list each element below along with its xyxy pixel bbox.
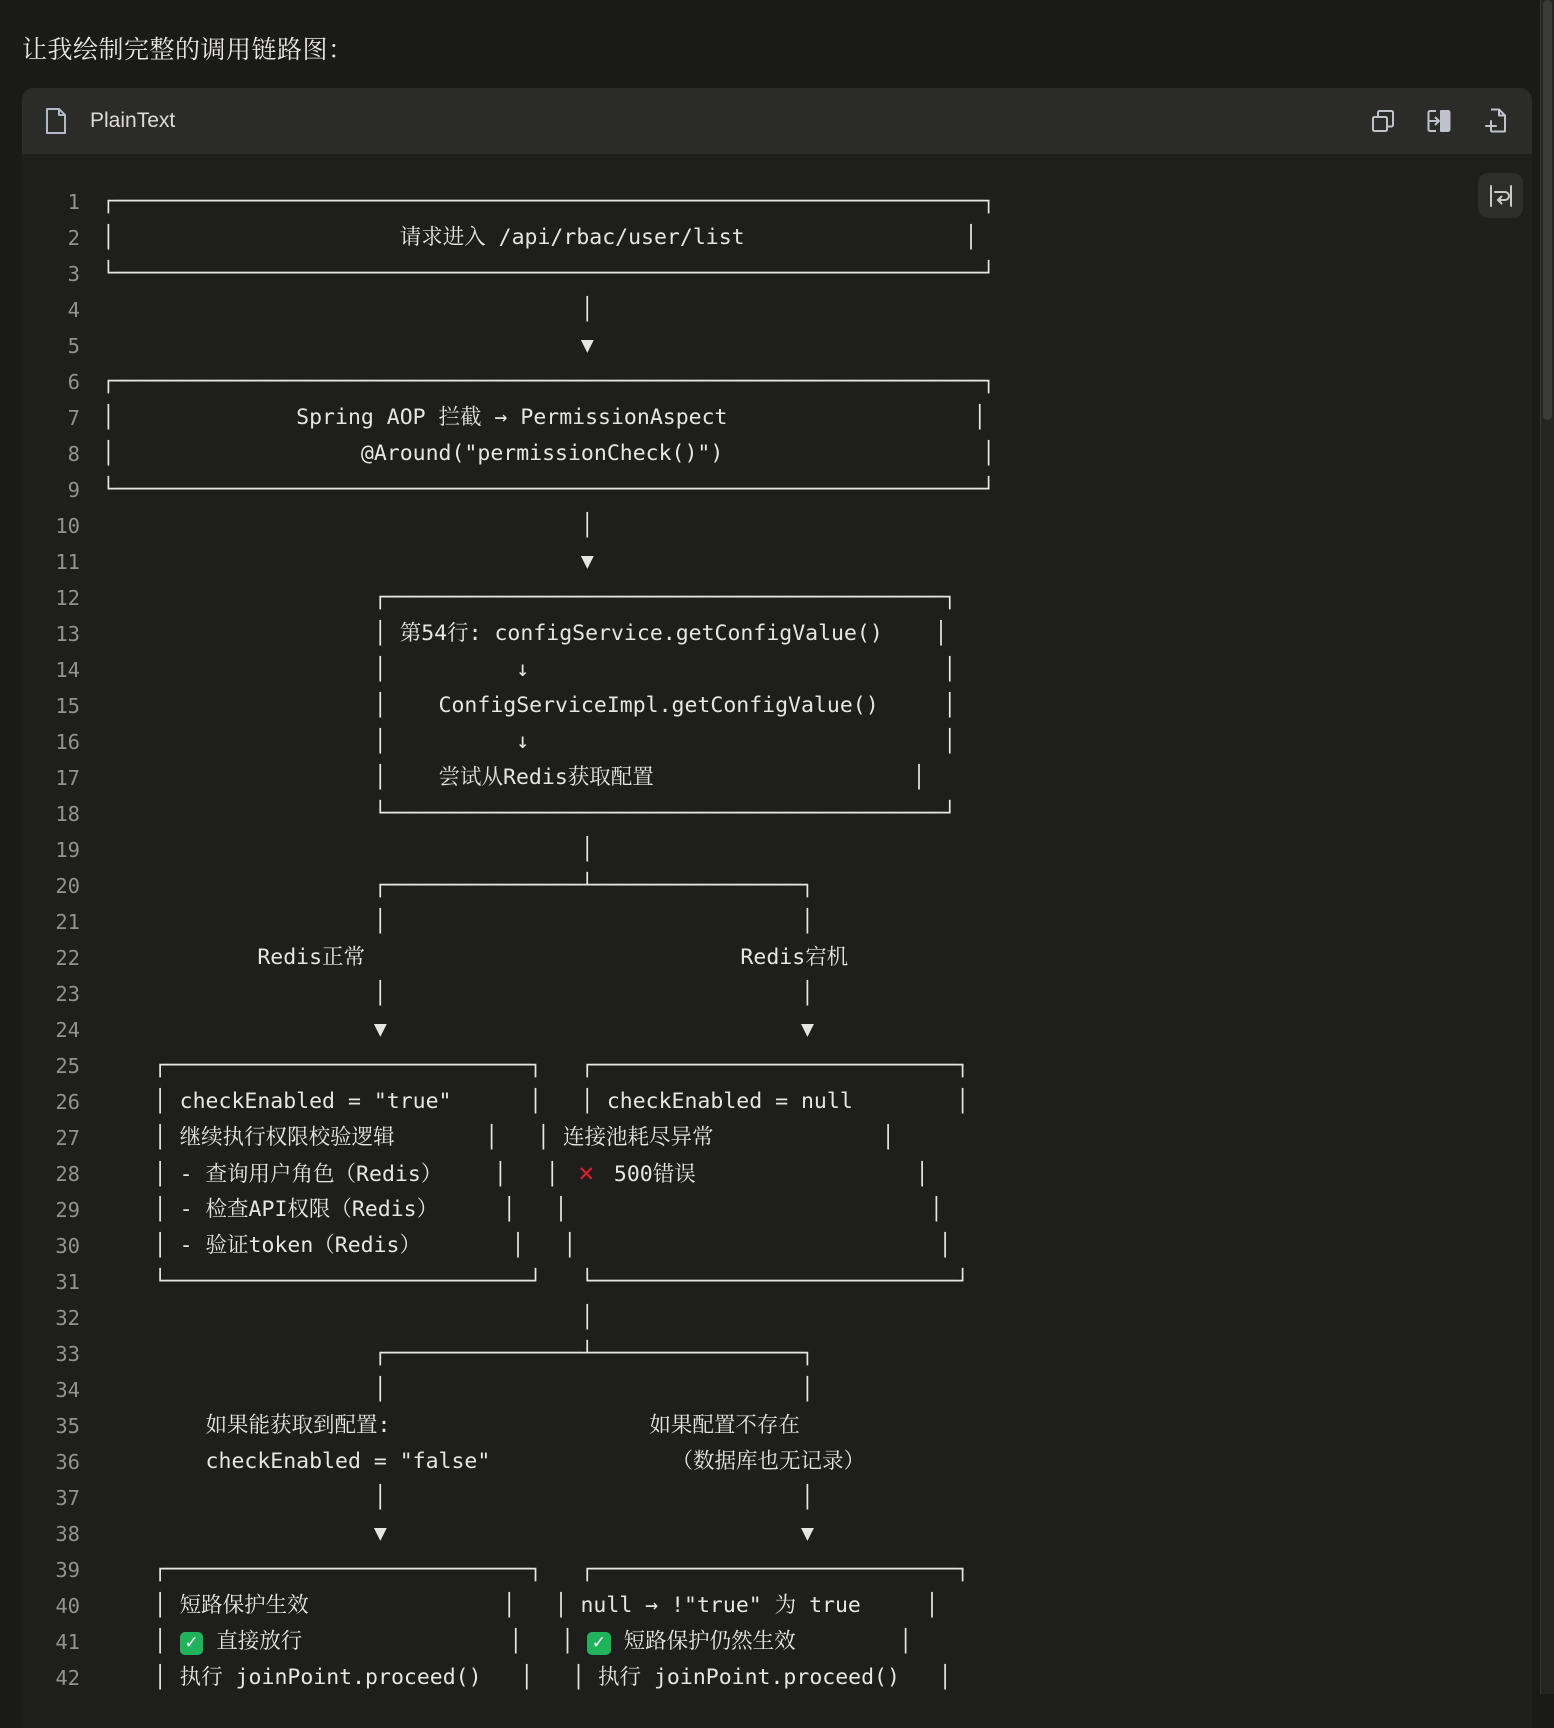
- line-number: 15: [55, 694, 80, 718]
- line-number: 36: [55, 1450, 80, 1474]
- code-line: [22, 544, 1532, 580]
- code-line-text: └───────────────────────────────────────────────────────────────────┘: [102, 477, 996, 502]
- code-line: [22, 508, 1532, 544]
- line-number: 22: [55, 946, 80, 970]
- page-scrollbar-thumb[interactable]: [1543, 0, 1552, 420]
- code-line-text: │ - 验证token（Redis） │ │ │: [102, 1233, 952, 1258]
- copy-button[interactable]: [1368, 106, 1398, 136]
- code-line-text: Redis正常 Redis宕机: [102, 945, 849, 970]
- line-number: 2: [67, 226, 80, 250]
- new-file-button[interactable]: [1480, 106, 1510, 136]
- code-line: [22, 1480, 1532, 1516]
- word-wrap-icon: [1488, 183, 1514, 209]
- check-mark-emoji: ✓: [587, 1632, 611, 1655]
- line-number: 7: [67, 406, 80, 430]
- line-number: 23: [55, 982, 80, 1006]
- code-line-text: checkEnabled = "false" （数据库也无记录）: [102, 1449, 866, 1474]
- code-line: [22, 1048, 1532, 1084]
- line-number: 4: [67, 298, 80, 322]
- code-line-text: │ - 查询用户角色（Redis） │ │ ✕ 500错误 │: [102, 1156, 929, 1192]
- code-line: [22, 1192, 1532, 1228]
- code-line-text: │ 请求进入 /api/rbac/user/list │: [102, 225, 978, 250]
- code-line-text: │ │: [102, 981, 814, 1006]
- line-number: 29: [55, 1198, 80, 1222]
- code-line-text: ┌───────────────────────────────────────────────────────────────────┐: [102, 189, 996, 214]
- code-line-text: │: [102, 297, 594, 322]
- check-mark-emoji: ✓: [180, 1632, 204, 1655]
- line-number: 5: [67, 334, 80, 358]
- line-number: 19: [55, 838, 80, 862]
- line-number: 10: [55, 514, 80, 538]
- code-block: [22, 88, 1532, 1728]
- line-number: 6: [67, 370, 80, 394]
- code-line: [22, 976, 1532, 1012]
- code-line: [22, 868, 1532, 904]
- code-line-text: ┌────────────────────────────┐ ┌────────────────────────────┐: [102, 1053, 970, 1078]
- code-line-text: ┌────────────────────────────┐ ┌────────────────────────────┐: [102, 1557, 970, 1582]
- line-number: 41: [55, 1630, 80, 1654]
- code-line-text: │ ↓ │: [102, 729, 957, 754]
- code-line: [22, 832, 1532, 868]
- wrap-toggle-button[interactable]: [1478, 173, 1523, 218]
- code-line: [22, 1552, 1532, 1588]
- line-number: 31: [55, 1270, 80, 1294]
- code-line: [22, 1156, 1532, 1192]
- code-line-text: │ │: [102, 909, 814, 934]
- code-line: [22, 1444, 1532, 1480]
- code-line: [22, 1084, 1532, 1120]
- code-line: [22, 1372, 1532, 1408]
- line-number: 39: [55, 1558, 80, 1582]
- line-number: 13: [55, 622, 80, 646]
- code-line-text: │ 执行 joinPoint.proceed() │ │ 执行 joinPoint.proceed() │: [102, 1665, 952, 1690]
- line-number: 12: [55, 586, 80, 610]
- code-line-text: │ ConfigServiceImpl.getConfigValue() │: [102, 693, 957, 718]
- insert-into-editor-button[interactable]: [1424, 106, 1454, 136]
- code-line-text: │ 尝试从Redis获取配置 │: [102, 765, 926, 790]
- line-number: 11: [55, 550, 80, 574]
- line-number: 30: [55, 1234, 80, 1258]
- code-line-text: │: [102, 513, 594, 538]
- code-line-text: │ 第54行: configService.getConfigValue() │: [102, 621, 948, 646]
- code-line-text: 如果能获取到配置: 如果配置不存在: [102, 1413, 800, 1438]
- code-line: [22, 328, 1532, 364]
- code-line: [22, 724, 1532, 760]
- code-line-text: │ │: [102, 1377, 814, 1402]
- code-line-text: └────────────────────────────┘ └────────────────────────────┘: [102, 1269, 970, 1294]
- code-line-text: │ @Around("permissionCheck()") │: [102, 441, 996, 466]
- code-line-text: ▼: [102, 549, 594, 574]
- line-number: 38: [55, 1522, 80, 1546]
- code-line: [22, 1336, 1532, 1372]
- code-line: [22, 940, 1532, 976]
- line-number: 24: [55, 1018, 80, 1042]
- code-line: [22, 1660, 1532, 1696]
- line-number: 20: [55, 874, 80, 898]
- code-block-header: [22, 88, 1532, 154]
- code-line-text: └───────────────────────────────────────────┘: [102, 801, 957, 826]
- line-number: 28: [55, 1162, 80, 1186]
- file-icon: [44, 107, 68, 135]
- code-line-text: ┌───────────────────────────────────────────────────────────────────┐: [102, 369, 996, 394]
- code-line-text: │ 继续执行权限校验逻辑 │ │ 连接池耗尽异常 │: [102, 1125, 895, 1150]
- code-line: [22, 220, 1532, 256]
- line-number: 37: [55, 1486, 80, 1510]
- code-line-text: ┌───────────────┴────────────────┐: [102, 1341, 814, 1366]
- code-line-text: │ Spring AOP 拦截 → PermissionAspect │: [102, 405, 987, 430]
- language-label: PlainText: [90, 109, 176, 132]
- code-line: [22, 652, 1532, 688]
- code-line-text: ▼ ▼: [102, 1017, 814, 1042]
- code-line: [22, 616, 1532, 652]
- code-line: [22, 1408, 1532, 1444]
- line-number: 32: [55, 1306, 80, 1330]
- code-line: [22, 580, 1532, 616]
- line-number: 27: [55, 1126, 80, 1150]
- code-lines: [22, 184, 1532, 1696]
- line-number: 26: [55, 1090, 80, 1114]
- code-line-text: │: [102, 1305, 594, 1330]
- code-line: [22, 1516, 1532, 1552]
- code-line-text: ▼: [102, 333, 594, 358]
- code-line-text: │ - 检查API权限（Redis） │ │ │: [102, 1197, 943, 1222]
- code-body: [22, 154, 1532, 1698]
- code-line: [22, 400, 1532, 436]
- line-number: 18: [55, 802, 80, 826]
- line-number: 9: [67, 478, 80, 502]
- code-line: [22, 292, 1532, 328]
- code-line-text: │ ✓ 直接放行 │ │ ✓ 短路保护仍然生效 │: [102, 1629, 913, 1654]
- line-number: 42: [55, 1666, 80, 1690]
- insert-into-editor-icon: [1427, 109, 1451, 133]
- code-line-text: └───────────────────────────────────────────────────────────────────┘: [102, 261, 996, 286]
- code-line: [22, 1228, 1532, 1264]
- line-number: 34: [55, 1378, 80, 1402]
- code-line: [22, 1012, 1532, 1048]
- line-number: 35: [55, 1414, 80, 1438]
- page-scrollbar[interactable]: [1540, 0, 1554, 1694]
- code-line: [22, 1264, 1532, 1300]
- code-line-text: │ │: [102, 1485, 814, 1510]
- code-line-text: │: [102, 837, 594, 862]
- code-line-text: ┌───────────────────────────────────────────┐: [102, 585, 957, 610]
- code-line: [22, 688, 1532, 724]
- intro-text: 让我绘制完整的调用链路图：: [22, 36, 354, 64]
- code-line-text: │ ↓ │: [102, 657, 957, 682]
- line-number: 17: [55, 766, 80, 790]
- line-number: 16: [55, 730, 80, 754]
- code-line-text: ┌───────────────┴────────────────┐: [102, 873, 814, 898]
- line-number: 25: [55, 1054, 80, 1078]
- line-number: 33: [55, 1342, 80, 1366]
- code-line: [22, 436, 1532, 472]
- code-line: [22, 796, 1532, 832]
- cross-mark-emoji: ✕: [577, 1162, 596, 1186]
- code-line: [22, 1120, 1532, 1156]
- line-number: 8: [67, 442, 80, 466]
- code-line: [22, 1300, 1532, 1336]
- line-number: 21: [55, 910, 80, 934]
- code-line: [22, 364, 1532, 400]
- code-line: [22, 184, 1532, 220]
- line-number: 40: [55, 1594, 80, 1618]
- line-number: 3: [67, 262, 80, 286]
- line-number: 1: [67, 190, 80, 214]
- code-line: [22, 256, 1532, 292]
- line-number: 14: [55, 658, 80, 682]
- code-line: [22, 472, 1532, 508]
- copy-icon: [1371, 109, 1395, 133]
- new-file-icon: [1483, 108, 1507, 134]
- code-line: [22, 904, 1532, 940]
- code-line: [22, 760, 1532, 796]
- code-line: [22, 1624, 1532, 1660]
- code-line-text: │ 短路保护生效 │ │ null → !"true" 为 true │: [102, 1593, 939, 1618]
- code-line-text: │ checkEnabled = "true" │ │ checkEnabled = null │: [102, 1089, 970, 1114]
- code-line-text: ▼ ▼: [102, 1521, 814, 1546]
- code-line: [22, 1588, 1532, 1624]
